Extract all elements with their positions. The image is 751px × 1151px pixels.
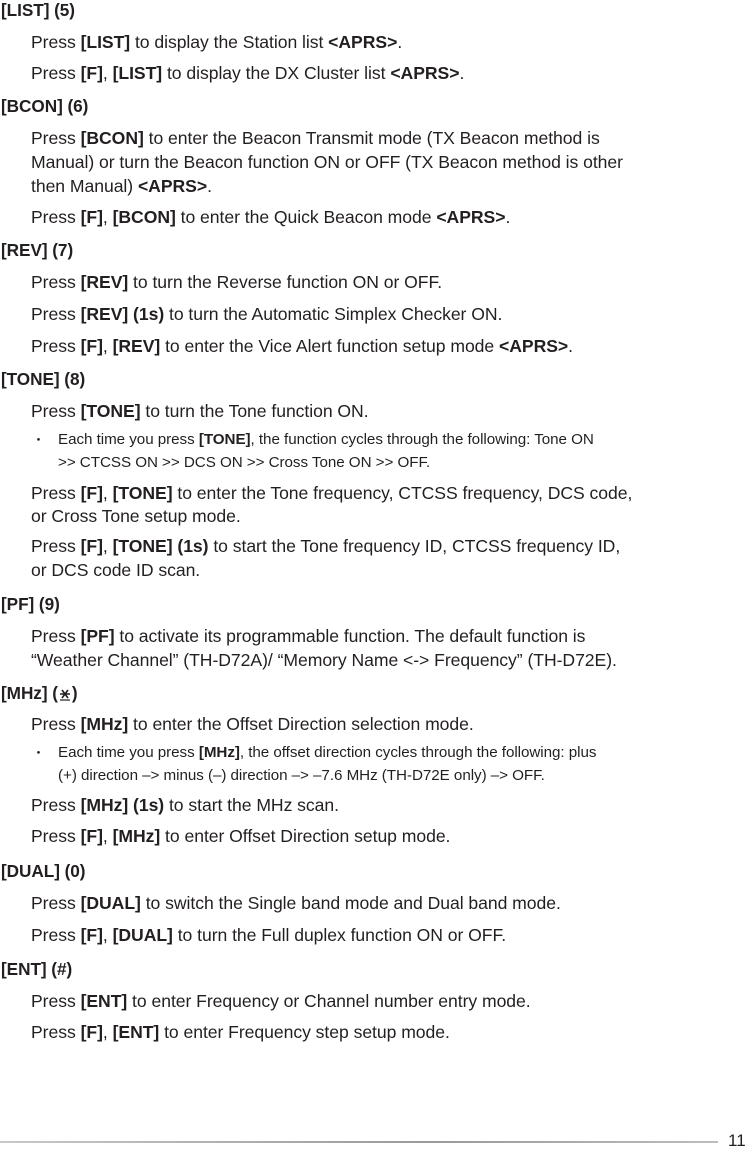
paragraph-line: “Weather Channel” (TH-D72A)/ “Memory Name <-> Frequency” (TH-D72E).: [31, 650, 617, 670]
section-heading-bcon: [BCON] (6): [1, 96, 89, 116]
paragraph-line: Press [DUAL] to switch the Single band mode and Dual band mode.: [31, 893, 561, 913]
key-name: [PF]: [80, 626, 115, 646]
key-name: [F]: [80, 63, 103, 83]
paragraph-line: Press [MHz] (1s) to start the MHz scan.: [31, 795, 339, 815]
key-name: [DUAL]: [112, 925, 173, 945]
heading-text-tail: ): [71, 683, 78, 703]
key-name: [TONE]: [198, 431, 251, 448]
bullet-line: >> CTCSS ON >> DCS ON >> Cross Tone ON >> OFF.: [58, 454, 431, 471]
key-name: [BCON]: [80, 128, 144, 148]
paragraph-line: Press [TONE] to turn the Tone function ON.: [31, 401, 369, 421]
paragraph-line: Press [F], [DUAL] to turn the Full duplex function ON or OFF.: [31, 925, 507, 945]
paragraph-line: Press [REV] (1s) to turn the Automatic Simplex Checker ON.: [31, 304, 503, 324]
key-name: <APRS>: [499, 336, 569, 356]
key-name: [ENT]: [80, 991, 128, 1011]
key-name: [REV]: [112, 336, 161, 356]
key-name: [DUAL]: [80, 893, 141, 913]
paragraph-line: then Manual) <APRS>.: [31, 176, 212, 196]
paragraph-line: Press [F], [BCON] to enter the Quick Beacon mode <APRS>.: [31, 207, 511, 227]
paragraph-line: Press [F], [LIST] to display the DX Cluster list <APRS>.: [31, 63, 465, 83]
key-name: [F]: [80, 483, 103, 503]
section-heading-tone: [TONE] (8): [1, 369, 86, 389]
paragraph-line: Press [F], [TONE] (1s) to start the Tone frequency ID, CTCSS frequency ID,: [31, 536, 621, 556]
key-name: [REV] (1s): [80, 304, 165, 324]
key-name: [F]: [80, 207, 103, 227]
key-name: [F]: [80, 1022, 103, 1042]
paragraph-line: Press [F], [TONE] to enter the Tone frequency, CTCSS frequency, DCS code,: [31, 483, 633, 503]
key-name: [MHz] (1s): [80, 795, 165, 815]
paragraph-line: Press [F], [ENT] to enter Frequency step setup mode.: [31, 1022, 450, 1042]
key-name: <APRS>: [137, 176, 208, 196]
page-number: 11: [728, 1131, 746, 1150]
heading-text: [MHz] (: [1, 683, 58, 703]
paragraph-line: Manual) or turn the Beacon function ON or OFF (TX Beacon method is other: [31, 152, 623, 172]
asterisk-key-icon: [58, 687, 72, 701]
key-name: <APRS>: [436, 207, 506, 227]
key-name: [F]: [80, 826, 103, 846]
key-name: <APRS>: [390, 63, 460, 83]
section-heading-mhz: [1, 683, 78, 703]
key-name: [MHz]: [198, 744, 240, 761]
key-name: [MHz]: [112, 826, 161, 846]
key-name: [F]: [80, 536, 103, 556]
paragraph-line: Press [PF] to activate its programmable function. The default function is: [31, 626, 586, 646]
paragraph-line: Press [F], [REV] to enter the Vice Alert function setup mode <APRS>.: [31, 336, 573, 356]
paragraph-line: or DCS code ID scan.: [31, 560, 201, 580]
key-name: [TONE] (1s): [112, 536, 209, 556]
key-name: [BCON]: [112, 207, 176, 227]
key-name: [MHz]: [80, 714, 129, 734]
footer-rule: [0, 1141, 718, 1143]
paragraph-line: Press [F], [MHz] to enter Offset Direction setup mode.: [31, 826, 451, 846]
paragraph-line: Press [MHz] to enter the Offset Direction selection mode.: [31, 714, 474, 734]
bullet-line: Each time you press [TONE], the function cycles through the following: Tone ON: [58, 431, 594, 448]
paragraph-line: Press [LIST] to display the Station list <APRS>.: [31, 32, 403, 52]
key-name: [REV]: [80, 272, 129, 292]
paragraph-line: or Cross Tone setup mode.: [31, 506, 241, 526]
paragraph-line: Press [BCON] to enter the Beacon Transmit mode (TX Beacon method is: [31, 128, 600, 148]
key-name: [TONE]: [80, 401, 141, 421]
key-name: [TONE]: [112, 483, 173, 503]
key-name: [LIST]: [112, 63, 163, 83]
paragraph-line: Press [ENT] to enter Frequency or Channel number entry mode.: [31, 991, 531, 1011]
section-heading-ent: [ENT] (#): [1, 959, 73, 979]
paragraph-line: Press [REV] to turn the Reverse function ON or OFF.: [31, 272, 443, 292]
section-heading-rev: [REV] (7): [1, 240, 74, 260]
key-name: [F]: [80, 925, 103, 945]
bullet-line: Each time you press [MHz], the offset direction cycles through the following: plus: [58, 744, 597, 761]
bullet-line: (+) direction –> minus (–) direction –> –7.6 MHz (TH-D72E only) –> OFF.: [58, 767, 545, 784]
key-name: [ENT]: [112, 1022, 160, 1042]
bullet-dot: ・: [31, 745, 47, 762]
section-heading-pf: [PF] (9): [1, 594, 60, 614]
key-name: [F]: [80, 336, 103, 356]
key-name: [LIST]: [80, 32, 131, 52]
section-heading-dual: [DUAL] (0): [1, 861, 86, 881]
section-heading-list: [LIST] (5): [1, 0, 75, 20]
bullet-dot: ・: [31, 432, 47, 449]
key-name: <APRS>: [328, 32, 398, 52]
